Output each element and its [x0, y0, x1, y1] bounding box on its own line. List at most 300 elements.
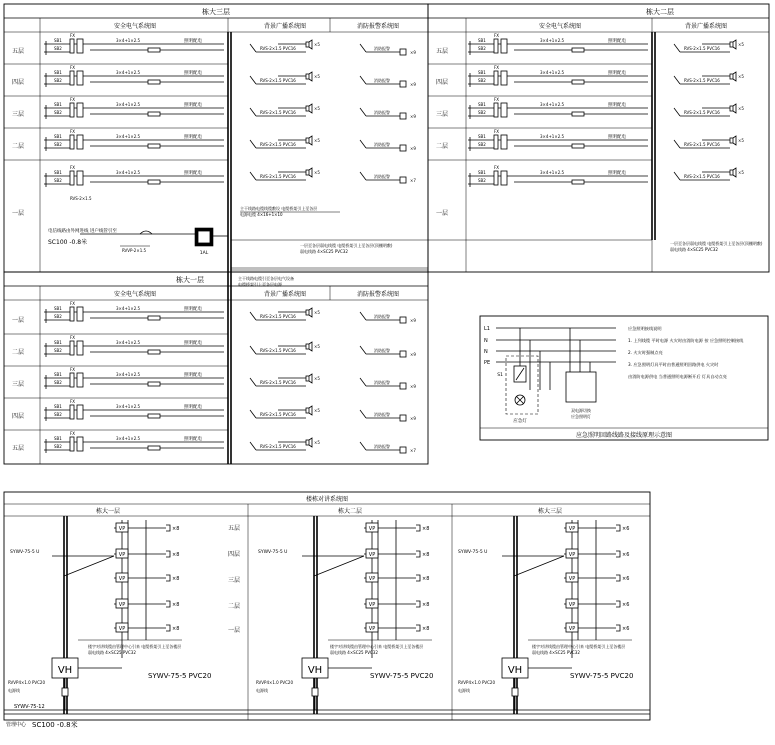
wire-label: 3×4+1×2.5 [116, 38, 141, 43]
power-label-b2: 电源线 [256, 688, 268, 693]
building-c-floor-label: 二层 [435, 143, 449, 150]
speaker-icon [306, 408, 309, 413]
breaker-label: SB2 [478, 142, 486, 147]
vp-label: VP [568, 626, 576, 632]
breaker-label: SB1 [54, 70, 62, 75]
fuse-label: FX [70, 399, 76, 404]
power-out-label: 照明配电 [608, 135, 626, 140]
bc-wire-label: RVS-2×1.5 PVC16 [260, 78, 296, 83]
breaker-label: SB1 [478, 70, 486, 75]
power-circuit [44, 335, 224, 357]
vp-label: VP [368, 552, 376, 558]
breaker-label: SB2 [54, 78, 62, 83]
speaker-icon [306, 440, 309, 445]
meter [148, 80, 160, 84]
fire-circuit [360, 442, 416, 453]
broadcast-circuit [250, 374, 320, 386]
power-circuit [44, 97, 224, 119]
speaker-icon [306, 344, 309, 349]
power-circuit [44, 367, 224, 389]
meter [148, 112, 160, 116]
breaker-label: SB1 [478, 134, 486, 139]
feed-line [64, 556, 114, 576]
detector-icon [400, 447, 406, 453]
meter [572, 48, 584, 52]
broadcast-circuit [674, 72, 744, 84]
meter [148, 350, 160, 354]
contactor [501, 135, 507, 149]
building-c-floor-labels [436, 47, 448, 217]
speaker-icon [306, 106, 309, 111]
note-a2: 弱电线路 4×SC25 PVC32 [88, 650, 136, 655]
cable-label-b: SYWV-75-5 PVC20 [370, 672, 434, 680]
intercom-entry [4, 704, 650, 729]
outlet-icon [166, 625, 170, 631]
building-a-floor-labels [12, 47, 24, 217]
intercom-floor-label: 一层 [227, 627, 241, 634]
speaker-icon [309, 406, 312, 415]
fire-line [360, 76, 366, 84]
outlet-icon [616, 525, 620, 531]
vp-label: VP [368, 526, 376, 532]
contactor [77, 341, 83, 355]
vp-mark: ×8 [422, 576, 430, 582]
building-a-floor-label: 五层 [11, 48, 25, 55]
fire-circuit [360, 140, 416, 151]
contactor [77, 171, 83, 185]
speaker-icon [306, 42, 309, 47]
meter [572, 180, 584, 184]
contactor [77, 135, 83, 149]
speaker-icon [309, 40, 312, 49]
entry-pipe: SC100 -0.8米 [32, 721, 78, 729]
cable-label-c: SYWV-75-5 PVC20 [570, 672, 634, 680]
legend-note: 1. 上列线缆 平时电源 火灾时由消防电源 按 应急照明控制接线 [628, 338, 744, 343]
bc-mark: ×5 [314, 74, 320, 79]
fuse-label: FX [70, 65, 76, 70]
bc-line [250, 108, 256, 116]
fire-mark: ×9 [410, 50, 416, 55]
vp-mark: ×8 [172, 526, 180, 532]
bc-line [250, 378, 256, 386]
fire-mark: ×9 [410, 384, 416, 389]
building-a-floor-label: 四层 [11, 79, 25, 86]
bc-wire-label: RVS-2×1.5 PVC16 [684, 110, 720, 115]
speaker-icon [733, 136, 736, 145]
intercom-building-b: 栋大二层 [337, 508, 363, 515]
fuse-label: FX [494, 65, 500, 70]
vp-label: VP [118, 602, 126, 608]
building-b-header-fire: 消防报警系统图 [356, 291, 400, 298]
building-b-floor-label: 三层 [11, 381, 25, 388]
broadcast-circuit [674, 168, 744, 180]
bc-wire-label: RVS-2×1.5 PVC16 [260, 348, 296, 353]
power-out-label: 照明配电 [184, 437, 202, 442]
speaker-icon [730, 42, 733, 47]
intercom-building-c: 栋大三层 [537, 508, 563, 515]
building-c-floor-label: 一层 [435, 210, 449, 217]
wire-label: 3×4+1×2.5 [116, 70, 141, 75]
building-c-header-power: 安全电气系统图 [538, 23, 582, 30]
vp-label: VP [368, 576, 376, 582]
meter [148, 48, 160, 52]
meter [148, 446, 160, 450]
broadcast-circuit [250, 308, 320, 320]
fuse-label: FX [494, 165, 500, 170]
breaker-label: SB1 [478, 38, 486, 43]
building-b-floor-labels [12, 316, 24, 452]
fuse [494, 71, 498, 85]
wire-label: 3×4+1×2.5 [116, 170, 141, 175]
vp-label: VP [368, 626, 376, 632]
building-a-title: 栋大三层 [202, 8, 230, 16]
breaker-label: SB2 [54, 46, 62, 51]
detector-icon [400, 177, 406, 183]
broadcast-circuit [250, 406, 320, 418]
fuse [494, 171, 498, 185]
fuse [70, 103, 74, 117]
bc-wire-label: RVS-2×1.5 PVC16 [260, 174, 296, 179]
power-out-label: 照明配电 [184, 71, 202, 76]
fire-line [360, 140, 366, 148]
intercom-floor-label: 三层 [227, 577, 241, 584]
vp-label: VP [118, 552, 126, 558]
bc-line [250, 76, 256, 84]
bc-line [250, 410, 256, 418]
fuse [70, 307, 74, 321]
broadcast-circuit [250, 136, 320, 148]
detector-icon [400, 145, 406, 151]
building-c-title: 栋大二层 [646, 8, 674, 16]
device-sub-label: 应急照明灯 [571, 414, 591, 419]
fuse [70, 405, 74, 419]
contactor [77, 39, 83, 53]
fire-label: 消防报警 [374, 46, 390, 51]
outlet-icon [416, 551, 420, 557]
breaker-label: SB1 [54, 102, 62, 107]
power-circuit [468, 97, 648, 119]
fuse [70, 341, 74, 355]
fuse [70, 39, 74, 53]
vp-label: VP [568, 576, 576, 582]
ground-icon [312, 688, 318, 696]
building-c-header-broadcast: 背景广播系统图 [684, 23, 728, 30]
legend-line-pe: PE [484, 360, 491, 366]
panel-label: 1AL [199, 251, 209, 256]
fuse [70, 71, 74, 85]
bc-mark: ×5 [314, 376, 320, 381]
detector-icon [400, 383, 406, 389]
breaker-label: SB2 [54, 314, 62, 319]
fuse-label: FX [70, 33, 76, 38]
breaker-label: SB1 [54, 404, 62, 409]
note-b: 楼宇对讲线缆由管理中心引来 电缆桥架引上至各楼层 [330, 644, 424, 649]
fire-label: 消防报警 [374, 174, 390, 179]
intercom-floor-label: 二层 [227, 603, 241, 610]
bc-mark: ×5 [738, 106, 744, 111]
vp-mark: ×8 [422, 626, 430, 632]
outlet-icon [416, 601, 420, 607]
power-circuit [44, 165, 224, 187]
fire-label: 消防报警 [374, 444, 390, 449]
speaker-icon [730, 138, 733, 143]
building-c-floor-label: 三层 [435, 111, 449, 118]
fire-circuit [360, 76, 416, 87]
intercom-building [52, 516, 182, 714]
building-c-floor-label: 四层 [435, 79, 449, 86]
broadcast-circuit [250, 342, 320, 354]
note-b2: 弱电线路 4×SC25 PVC32 [330, 650, 378, 655]
fire-mark: ×9 [410, 114, 416, 119]
vp-mark: ×8 [172, 602, 180, 608]
power-circuit [468, 129, 648, 151]
power-out-label: 照明配电 [184, 39, 202, 44]
breaker-label: SB2 [54, 380, 62, 385]
speaker-icon [733, 72, 736, 81]
building-b-floor-label: 四层 [11, 413, 25, 420]
fire-label: 消防报警 [374, 78, 390, 83]
wire-label: 3×4+1×2.5 [116, 340, 141, 345]
legend-note: 3. 应急照明灯具平时由普通照明回路供电 火灾时 [628, 362, 719, 367]
fire-label: 消防报警 [374, 348, 390, 353]
bc-wire-label: RVS-2×1.5 PVC16 [684, 142, 720, 147]
bc-mark: ×5 [314, 310, 320, 315]
entry-prefix: 管理中心 [6, 722, 27, 728]
fire-line [360, 44, 366, 52]
vp-mark: ×8 [172, 576, 180, 582]
trunk-note-2b: 弱电线路 4×SC25 PVC32 [300, 249, 348, 254]
wire-label: 3×4+1×2.5 [540, 70, 565, 75]
vp-mark: ×8 [422, 526, 430, 532]
vp-label: VP [568, 552, 576, 558]
speaker-icon [309, 136, 312, 145]
breaker-label: SB1 [478, 102, 486, 107]
riser-label-a: SYWV-75-5 U [10, 550, 40, 555]
power-circuit [44, 399, 224, 421]
bc-mark: ×5 [314, 106, 320, 111]
building-c-note: 一层至各层弱电线缆 电缆桥架引上至各层(顶棚明敷) [670, 241, 763, 246]
legend-line-l1: L1 [484, 326, 490, 332]
vp-mark: ×6 [622, 552, 630, 558]
sub-label: RVS-2×1.5 [70, 196, 92, 201]
fire-label: 消防报警 [374, 142, 390, 147]
wire-label: 3×4+1×2.5 [540, 38, 565, 43]
riser-label-b: SYWV-75-5 U [258, 550, 288, 555]
building-a-floor-label: 三层 [11, 111, 25, 118]
bc-wire-label: RVS-2×1.5 PVC16 [260, 46, 296, 51]
speaker-icon [733, 40, 736, 49]
power-out-label: 照明配电 [184, 373, 202, 378]
contactor [77, 103, 83, 117]
feed-line [514, 556, 564, 576]
building-a-header-power: 安全电气系统图 [113, 23, 157, 30]
detector-icon [400, 81, 406, 87]
legend-note: 2. 火灾时强制点亮 [628, 350, 663, 355]
outlet-icon [166, 575, 170, 581]
building-b-floor-label: 二层 [11, 349, 25, 356]
broadcast-circuit [250, 104, 320, 116]
broadcast-circuit [674, 104, 744, 116]
breaker-label: SB2 [54, 178, 62, 183]
power-out-label: 照明配电 [184, 341, 202, 346]
wire-label: 3×4+1×2.5 [540, 170, 565, 175]
bc-mark: ×5 [314, 170, 320, 175]
broadcast-circuit [250, 168, 320, 180]
fuse [494, 103, 498, 117]
bc-wire-label: RVS-2×1.5 PVC16 [260, 110, 296, 115]
building-b-top-note: 主干线路电缆引至各层电气设备 [238, 276, 294, 281]
ground-icon [512, 688, 518, 696]
contactor [501, 71, 507, 85]
entry-cable: SYWV-75-12 [14, 704, 45, 710]
fuse-label: FX [494, 97, 500, 102]
bc-mark: ×5 [738, 42, 744, 47]
speaker-icon [733, 104, 736, 113]
power-circuit [468, 165, 648, 187]
cable-label-a: SYWV-75-5 PVC20 [148, 672, 212, 680]
bc-mark: ×5 [738, 138, 744, 143]
speaker-icon [306, 376, 309, 381]
vp-mark: ×8 [422, 552, 430, 558]
breaker-label: SB1 [54, 340, 62, 345]
contactor [501, 103, 507, 117]
outlet-icon [616, 601, 620, 607]
bc-wire-label: RVS-2×1.5 PVC16 [684, 78, 720, 83]
fire-line [360, 108, 366, 116]
note-c: 楼宇对讲线缆由管理中心引来 电缆桥架引上至各楼层 [532, 644, 626, 649]
speaker-icon [306, 138, 309, 143]
contactor [501, 171, 507, 185]
breaker-label: SB1 [54, 170, 62, 175]
speaker-icon [309, 342, 312, 351]
speaker-icon [733, 168, 736, 177]
breaker-label: SB2 [54, 142, 62, 147]
bc-wire-label: RVS-2×1.5 PVC16 [260, 412, 296, 417]
speaker-icon [309, 168, 312, 177]
fire-mark: ×9 [410, 416, 416, 421]
fuse-label: FX [70, 165, 76, 170]
breaker-label: SB1 [54, 306, 62, 311]
power-circuit [44, 431, 224, 453]
bc-wire-label: RVS-2×1.5 PVC16 [260, 314, 296, 319]
contactor [77, 405, 83, 419]
fire-line [360, 346, 366, 354]
vp-label: VP [118, 626, 126, 632]
speaker-icon [730, 74, 733, 79]
fire-line [360, 442, 366, 450]
entry-cable: SC100 -0.8米 [48, 239, 88, 246]
switch-label: S1 [497, 373, 503, 378]
fuse [70, 135, 74, 149]
vp-mark: ×6 [622, 526, 630, 532]
power-out-label: 照明配电 [184, 171, 202, 176]
speaker-icon [730, 106, 733, 111]
breaker-label: SB1 [54, 134, 62, 139]
riser-label-c: SYWV-75-5 U [458, 550, 488, 555]
fire-mark: ×9 [410, 82, 416, 87]
meter [148, 414, 160, 418]
intercom-building [502, 516, 632, 714]
building-b-floor-label: 一层 [11, 317, 25, 324]
wire-label: 3×4+1×2.5 [116, 372, 141, 377]
outlet-icon [166, 601, 170, 607]
trunk-note-1: 主干线路电缆线缆敷设 电缆桥架引上至各层 [240, 206, 318, 211]
wire-label: 3×4+1×2.5 [540, 134, 565, 139]
detector-icon [400, 351, 406, 357]
speaker-icon [309, 72, 312, 81]
detector-icon [400, 49, 406, 55]
fire-mark: ×7 [410, 178, 416, 183]
vh-label: VH [57, 665, 73, 676]
bc-wire-label: RVS-2×1.5 PVC16 [684, 46, 720, 51]
fuse-label: FX [70, 129, 76, 134]
vp-mark: ×8 [422, 602, 430, 608]
fire-mark: ×9 [410, 352, 416, 357]
trunk-note-2: 一层至各层弱电线缆 电缆桥架引上至各层(顶棚明敷) [300, 243, 393, 248]
power-out-label: 照明配电 [608, 39, 626, 44]
fire-mark: ×9 [410, 318, 416, 323]
outlet-icon [166, 525, 170, 531]
bc-line [250, 44, 256, 52]
broadcast-circuit [674, 136, 744, 148]
intercom-title: 楼栋对讲系统图 [305, 496, 349, 503]
building-b-floor-label: 五层 [11, 445, 25, 452]
power-out-label: 照明配电 [184, 405, 202, 410]
fuse-label: FX [70, 335, 76, 340]
fuse [494, 135, 498, 149]
fuse-label: FX [494, 129, 500, 134]
bc-mark: ×5 [738, 74, 744, 79]
contactor [77, 373, 83, 387]
legend-line-n1: N [484, 338, 488, 344]
breaker-label: SB2 [478, 46, 486, 51]
speaker-icon [309, 104, 312, 113]
vh-label: VH [507, 665, 523, 676]
breaker-label: SB2 [54, 348, 62, 353]
building-b-header-power: 安全电气系统图 [113, 291, 157, 298]
contactor [501, 39, 507, 53]
fuse-label: FX [70, 431, 76, 436]
speaker-icon [306, 170, 309, 175]
broadcast-circuit [674, 40, 744, 52]
intercom-floor-label: 四层 [227, 551, 241, 558]
fire-line [360, 312, 366, 320]
breaker-label: SB1 [478, 170, 486, 175]
bc-mark: ×5 [314, 408, 320, 413]
intercom-blocks [52, 516, 632, 714]
speaker-icon [306, 310, 309, 315]
fire-label: 消防报警 [374, 110, 390, 115]
power-out-label: 照明配电 [608, 103, 626, 108]
fire-line [360, 410, 366, 418]
bc-line [250, 172, 256, 180]
vp-mark: ×6 [622, 602, 630, 608]
detector-icon [400, 415, 406, 421]
outlet-icon [416, 525, 420, 531]
contactor [77, 71, 83, 85]
intercom-floor-label: 五层 [227, 525, 241, 532]
breaker-label: SB1 [54, 436, 62, 441]
wire-label: 3×4+1×2.5 [116, 306, 141, 311]
building-c-note-b: 弱电线路 4×SC25 PVC32 [670, 247, 718, 252]
trunk-note-1b: 电源电缆 4×16+1×10 [240, 212, 283, 217]
entry-note: 电信线路由外网进线 进户线管引至 [48, 229, 117, 234]
contactor [77, 307, 83, 321]
bc-mark: ×5 [738, 170, 744, 175]
broadcast-circuit [250, 40, 320, 52]
fire-circuit [360, 172, 416, 183]
bc-mark: ×5 [314, 138, 320, 143]
